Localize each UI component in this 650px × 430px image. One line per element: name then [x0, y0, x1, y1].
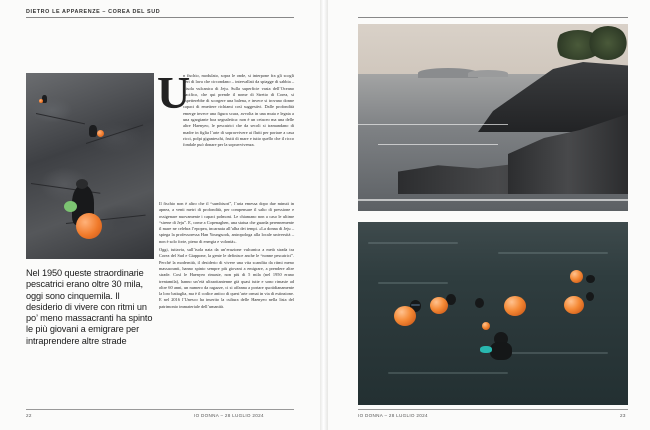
spread-gutter: [320, 0, 328, 430]
paragraph: Il fischio non è altro che il “sumbisori”, l’aria emessa dopo due minuti in apnea, a venti metri di profondità, per compensare il salto di pressione e ossigenare nuovamente i capaci polmoni. Le chiamano non a caso le ultime “sirene di Jeju”. E, come a Copenaghen, una statua che guarda perennemente il mare ne celebra l’epopea, incarnata all’alba dei tempi. «La donna di Jeju – spiega la professoressa Han Youngsook, antropologa alla locale università – non è solo forte, pieno di energia e volontà».: [159, 201, 294, 244]
page-number: 23: [620, 413, 626, 418]
page-number: 22: [26, 413, 32, 418]
photo-divers-on-rocks: [26, 73, 154, 259]
paragraph: n fischio, modulato, sopra le onde, si interpone fra gli scogli neri di lava che circondano – intervallati da spiagge di sabbia – l’isola vulcanica di Jeju. Sulla superficie vasta dell’Oceano Pacifico, che qui prende il nome di Stretto di Corea, si aspetterebbe di scorgere una balena, e invece si trovano donne capaci di emettere richiami così suggestivi. Dalle profondità emerge invece una figura scura, avvolta in una muta e legata a una sgargiante boa segnaletica: non è un cetaceo ma una delle altre Haenyeo, le pescatrici che da secoli si tramandano di madre in figlia l’arte di sopravvivere ai flutti per portare a casa ricci, polpi giganteschi, frutti di mare e tutto quello che il ricco fondale può donare per la sopravvivenza.: [183, 73, 294, 148]
header-rule: [26, 17, 294, 18]
paragraph: Oggi, tuttavia, sull’isola nata da un’eruzione vulcanica a metà strada tra Corea del Sud e Giappone, la gente le definisce anche le “nonne pescatrici”. Perché la modernità, il desiderio di vivere una vita scandita da ritmi meno massacranti, hanno spinto sempre più giovani a emigrare, a prendere altre strade. Così le Haenyeo rimaste, non più di 5 mila (nel 1950 erano trentamila), hanno un’età ultraottantenne già quasi tutte e sono rimaste ad oltre 60 anni, un numero da ragazze, ci si affanna a portare quotidianamente la loro battaglia, ma è il codice antico di quest’arte ormai in via di estinzione. E nel 2016 l’Unesco ha inserito la cultura delle Haenyeo nella lista del patrimonio immateriale dell’umanità.: [159, 247, 294, 309]
body-column-2: [159, 201, 294, 312]
pull-quote: Nel 1950 queste straordinarie pescatrici erano oltre 30 mila, oggi sono cinquemila. Il desiderio di vivere con ritmi un po’ meno massacranti ha spinto le più giovani a emigrare per intraprendere altre strade: [26, 268, 153, 346]
footer-rule: [358, 409, 628, 410]
left-page: [0, 0, 320, 430]
magazine-credit: IO DONNA – 28 LUGLIO 2024: [358, 413, 428, 418]
photo-divers-in-sea: [358, 222, 628, 405]
header-rule: [358, 17, 628, 18]
magazine-credit: IO DONNA – 28 LUGLIO 2024: [194, 413, 264, 418]
body-column-1: [159, 73, 294, 151]
footer-rule: [26, 409, 294, 410]
drop-cap: U: [157, 67, 191, 118]
running-head: DIETRO LE APPARENZE – COREA DEL SUD: [26, 9, 161, 15]
photo-coastal-cliffs: [358, 24, 628, 211]
